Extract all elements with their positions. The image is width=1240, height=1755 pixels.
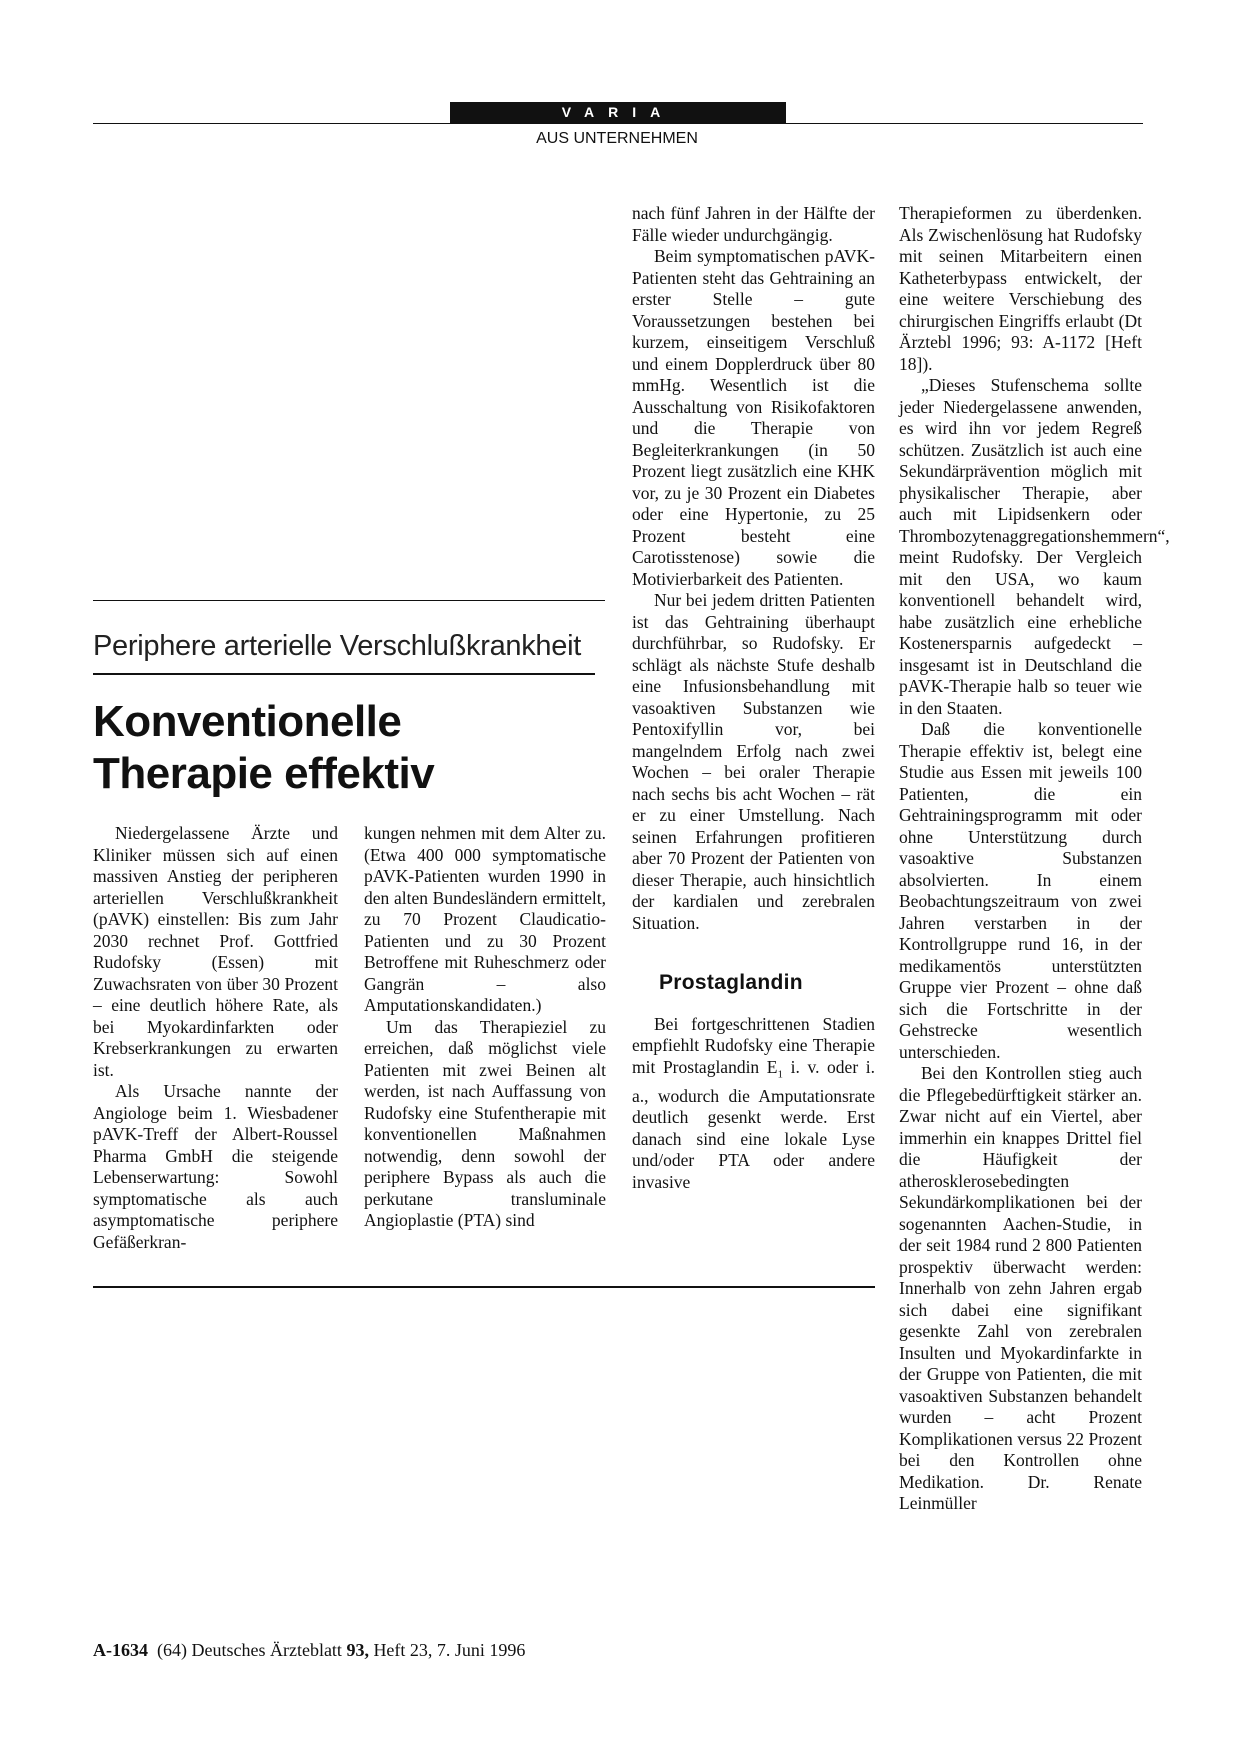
subheading: Prostaglandin <box>659 971 803 994</box>
article-kicker: Periphere arterielle Verschlußkrankheit <box>93 630 581 662</box>
paragraph: kungen nehmen mit dem Alter zu. (Etwa 400 000 symptomatische pAVK-Patienten wurden 1990 in den alten Bundesländern ermittelt, zu 70 Prozent Claudicatio-Patienten und zu 30 Prozent Betroffene mit Ruheschmerz oder Gangrän – also Amputationskandidaten.) <box>364 823 606 1015</box>
footer-issue: Heft 23, 7. Juni 1996 <box>373 1640 526 1660</box>
text-column-3 <box>632 203 875 1193</box>
paragraph: Um das Therapieziel zu erreichen, daß möglichst viele Patienten mit zwei Beinen alt werden, ist nach Auffassung von Rudofsky eine Stufentherapie mit konventionellen Maßnahmen notwendig, denn sowohl der periphere Bypass als auch die perkutane transluminale Angioplastie (PTA) sind <box>364 1016 606 1230</box>
headline-line-2: Therapie effektiv <box>93 749 435 798</box>
paragraph <box>632 1014 875 1194</box>
paragraph-text: i. v. oder i. a., wodurch die Amputationsrate deutlich gesenkt werde. Erst danach sind eine lokale Lyse und/oder PTA oder andere invasive <box>632 1056 875 1192</box>
article-bottom-rule <box>93 1286 875 1288</box>
paragraph: „Dieses Stufenschema sollte jeder Niedergelassene anwenden, es wird ihn vor jedem Regreß schützen. Zusätzlich ist auch eine Sekundärprävention möglich mit physikalischer Therapie, aber auch mit Lipidsenkern oder Thrombozytenaggregationshemmern“, meint Rudofsky. Der Vergleich mit den USA, wo kaum konventionell behandelt wird, habe zusätzlich eine erhebliche Kostenersparnis aufgedeckt – insgesamt ist in Deutschland die pAVK-Therapie halb so teuer wie in den Staaten. <box>899 375 1170 718</box>
section-label: AUS UNTERNEHMEN <box>536 130 698 147</box>
paragraph: Bei den Kontrollen stieg auch die Pflegebedürftigkeit stärker an. Zwar nicht auf ein Viertel, aber immerhin ein knappes Drittel fiel die Häufigkeit der atherosklerosebedingten Sekundärkomplikationen bei der sogenannten Aachen-Studie, in der seit 1984 rund 2 800 Patienten prospektiv überwacht werden: Innerhalb von zehn Jahren ergab sich dabei eine signifikant gesenkte Zahl von zerebralen Insulten und Myokardinfarkte in der Gruppe von Patienten, die mit vasoaktiven Substanzen behandelt wurden – acht Prozent Komplikationen versus 22 Prozent bei den Kontrollen ohne Medikation. Dr. Renate Leinmüller <box>899 1063 1142 1513</box>
footer-publication: (64) Deutsches Ärzteblatt <box>157 1640 342 1660</box>
page-number: A-1634 <box>93 1640 148 1660</box>
paragraph: Therapieformen zu überdenken. Als Zwischenlösung hat Rudofsky mit seinen Mitarbeitern einen Katheterbypass entwickelt, der eine weitere Verschiebung des chirurgischen Eingriffs erlaubt (Dt Ärztebl 1996; 93: A-1172 [Heft 18]). <box>899 203 1142 374</box>
paragraph: Niedergelassene Ärzte und Kliniker müssen sich auf einen massiven Anstieg der peripheren arteriellen Verschlußkrankheit (pAVK) einstellen: Bis zum Jahr 2030 rechnet Prof. Gottfried Rudofsky (Essen) mit Zuwachsraten von über 30 Prozent – eine deutlich höhere Rate, als bei Myokardinfarkten oder Krebserkrankungen zu erwarten ist. <box>93 823 338 1080</box>
text-column-4 <box>899 203 1170 1515</box>
article-headline <box>93 696 613 800</box>
paragraph: Nur bei jedem dritten Patienten ist das Gehtraining überhaupt durchführbar, so Rudofsky. Er schlägt als nächste Stufe deshalb eine Infusionsbehandlung mit vasoaktiven Substanzen wie Pentoxifyllin vor, bei mangelndem Erfolg nach zwei Wochen – bei oraler Therapie nach sechs bis acht Wochen – rät er zu einer Umstellung. Nach seinen Erfahrungen profitieren aber 70 Prozent der Patienten von dieser Therapie, auch hinsichtlich der kardialen und zerebralen Situation. <box>632 590 875 933</box>
headline-top-rule <box>93 600 605 601</box>
subscript: 1 <box>777 1068 783 1080</box>
kicker-rule <box>93 673 595 675</box>
paragraph: Als Ursache nannte der Angiologe beim 1. Wiesbadener pAVK-Treff der Albert-Roussel Pharma GmbH die steigende Lebenserwartung: Sowohl symptomatische als auch asymptomatische periphere Gefäßerkran- <box>93 1081 338 1252</box>
headline-line-1: Konventionelle <box>93 697 402 746</box>
paragraph: nach fünf Jahren in der Hälfte der Fälle wieder undurchgängig. <box>632 203 875 245</box>
header-rule <box>93 123 1143 124</box>
paragraph-text: Bei fortgeschrittenen Stadien empfiehlt Rudofsky eine Therapie mit Prostaglandin E <box>632 1013 875 1077</box>
paragraph: Beim symptomatischen pAVK-Patienten steht das Gehtraining an erster Stelle – gute Voraussetzungen bestehen bei kurzem, einseitigem Verschluß und einem Dopplerdruck über 80 mmHg. Wesentlich ist die Ausschaltung von Risikofaktoren und die Therapie von Begleiterkrankungen (in 50 Prozent liegt zusätzlich eine KHK vor, zu je 30 Prozent ein Diabetes oder eine Hypertonie, zu 25 Prozent besteht eine Carotisstenose) sowie die Motivierbarkeit des Patienten. <box>632 246 875 589</box>
paragraph: Daß die konventionelle Therapie effektiv ist, belegt eine Studie aus Essen mit jeweils 100 Patienten, die ein Gehtrainingsprogramm mit oder ohne Unterstützung durch vasoaktive Substanzen absolvierten. In einem Beobachtungszeitraum von zwei Jahren verstarben in der Kontrollgruppe rund 16, in der medikamentös unterstützten Gruppe vier Prozent – ohne daß sich die Fortschritte in der Gehstrecke wesentlich unterschieden. <box>899 719 1142 1062</box>
text-column-1 <box>93 823 338 1253</box>
page-footer <box>93 1640 525 1661</box>
footer-volume: 93, <box>346 1640 369 1660</box>
text-column-2 <box>364 823 606 1232</box>
section-banner: VARIA <box>450 102 786 123</box>
